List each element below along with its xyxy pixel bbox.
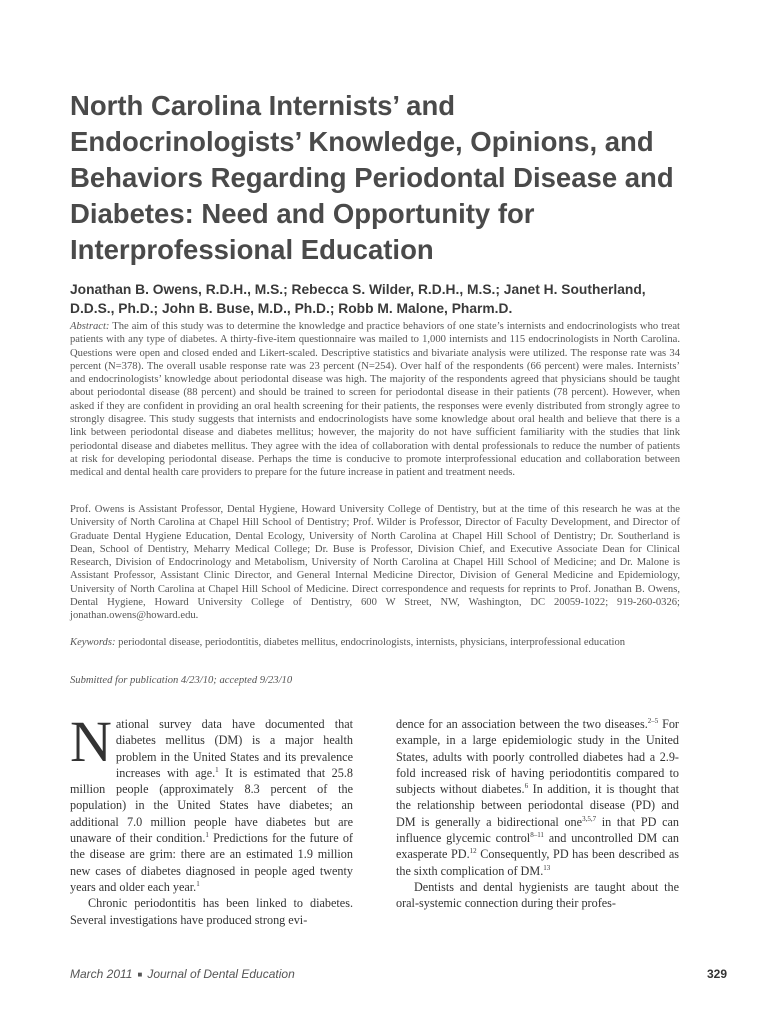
keywords-text: periodontal disease, periodontitis, diabetes mellitus, endocrinologists, internists, physicians, interprofessional education [118,637,626,648]
page-number: 329 [706,967,727,981]
drop-cap: N [70,709,112,774]
body-text: and uncontrolled DM can exasperate PD. [396,831,679,862]
body-text: dence for an association between the two diseases. [396,717,648,731]
citation: 1 [196,879,200,888]
journal-name: Journal of Dental Education [147,967,295,981]
body-paragraph: Dentists and dental hygienists are taught about the oral-systemic connection during their profes- [396,879,679,911]
intro-paragraph [70,709,353,895]
separator-square: ■ [137,970,143,979]
body-paragraph [396,716,679,879]
body-column-left [70,709,353,928]
citation: 1 [215,765,219,774]
keywords [70,636,680,649]
citation: 12 [469,847,477,856]
submission-dates: Submitted for publication 4/23/10; accepted 9/23/10 [70,675,293,686]
body-text: Predictions for the future of the disease are grim: there are an estimated 1.9 million new cases of diabetes diagnosed in people aged twenty years and older each year. [70,831,353,894]
citation: 13 [543,863,551,872]
body-text: In addition, it is thought that the relationship between periodontal disease (PD) and DM is generally a bidirectional one [396,782,680,829]
article-title: North Carolina Internists’ and Endocrinologists’ Knowledge, Opinions, and Behaviors Regarding Periodontal Disease and Diabetes: Need and Opportunity for Interprofessional Education [70,90,674,265]
author-list: Jonathan B. Owens, R.D.H., M.S.; Rebecca S. Wilder, R.D.H., M.S.; Janet H. Southerland, D.D.S., Ph.D.; John B. Buse, M.D., Ph.D.; Robb M. Malone, Pharm.D. [70,282,646,316]
citation: 1 [205,831,209,840]
abstract-label: Abstract: [70,321,110,332]
body-paragraph: Chronic periodontitis has been linked to diabetes. Several investigations have produced strong evi- [70,896,353,927]
author-affiliations: Prof. Owens is Assistant Professor, Dental Hygiene, Howard University College of Dentistry, but at the time of this research he was at the University of North Carolina at Chapel Hill School of Dentistry; Prof. Wilder is Professor, Director of Faculty Development, and Director of Graduate Dental Hygiene Education, Dental Ecology, University of North Carolina at Chapel Hill School of Dentistry; Dr. Southerland is Dean, School of Dentistry, Meharry Medical College; Dr. Buse is Professor, Division Chief, and Executive Associate Dean for Clinical Research, Division of Endocrinology and Metabolism, University of North Carolina at Chapel Hill School of Medicine; and Dr. Malone is Assistant Professor, Assistant Clinic Director, and General Internal Medicine Director, Division of General Medicine and Epidemiology, University of North Carolina at Chapel Hill School of Medicine. Direct correspondence and requests for reprints to Prof. Jonathan B. Owens, Dental Hygiene, Howard University College of Dentistry, 600 W Street, NW, Washington, DC 20059-1022; 919-260-0326; jonathan.owens@howard.edu. [70,504,680,622]
citation: 8–11 [530,831,544,840]
keywords-label: Keywords: [70,637,116,648]
body-text: For example, in a large epidemiologic study in the United States, adults with poorly controlled diabetes had a 2.9-fold increased risk of having periodontitis compared to subjects without diabetes. [396,717,679,797]
body-text: in that PD can influence glycemic control [396,814,679,846]
running-footer [70,967,295,981]
abstract-text: The aim of this study was to determine the knowledge and practice behaviors of one state’s internists and endocrinologists who treat patients with any type of diabetes. A thirty-five-item questionnaire was mailed to 1,000 internists and 115 endocrinologists in North Carolina. Questions were open and closed ended and Likert-scaled. Descriptive statistics and bivariate analysis were utilized. The response rate was 34 percent (N=378). The overall usable response rate was 23 percent (N=254). Over half of the respondents (66 percent) were males. Internists’ and endocrinologists’ knowledge about periodontal disease was high. The majority of the respondents agreed that physicians should be taught about periodontal disease (88 percent) and should be trained to screen for periodontal disease in their patients (78 percent). However, when asked if they are confident in providing an oral health screening for their patients, the responses were evenly distributed from strongly agree to strongly disagree. This study suggests that internists and endocrinologists have some knowledge about oral health and believe that there is a link between periodontal disease and diabetes mellitus; however, the majority do not have sufficient familiarity with the studies that link periodontal disease and diabetes mellitus. They agree with the idea of collaboration with dental professionals to reduce the number of patients at risk for developing periodontal disease. Perhaps the time is conducive to promote interprofessional education and collaboration between medical and dental health care providers to prepare for the future increase in patient and treatment needs. [70,321,680,479]
citation: 3,5,7 [582,814,597,823]
citation: 2–5 [647,716,659,725]
body-text: ational survey data have documented that diabetes mellitus (DM) is a major health problem in the United States and its prevalence increases with age. [115,717,353,780]
body-text: It is estimated that 25.8 million people (approximately 8.3 percent of the population) in the United States have diabetes; an additional 7.0 million people have diabetes but are unaware of their condition. [70,765,353,846]
body-text: Consequently, PD has been described as the sixth complication of DM. [396,847,679,878]
abstract [70,320,680,480]
citation: 6 [524,782,529,791]
issue-date: March 2011 [70,967,133,981]
body-column-right [396,716,679,912]
